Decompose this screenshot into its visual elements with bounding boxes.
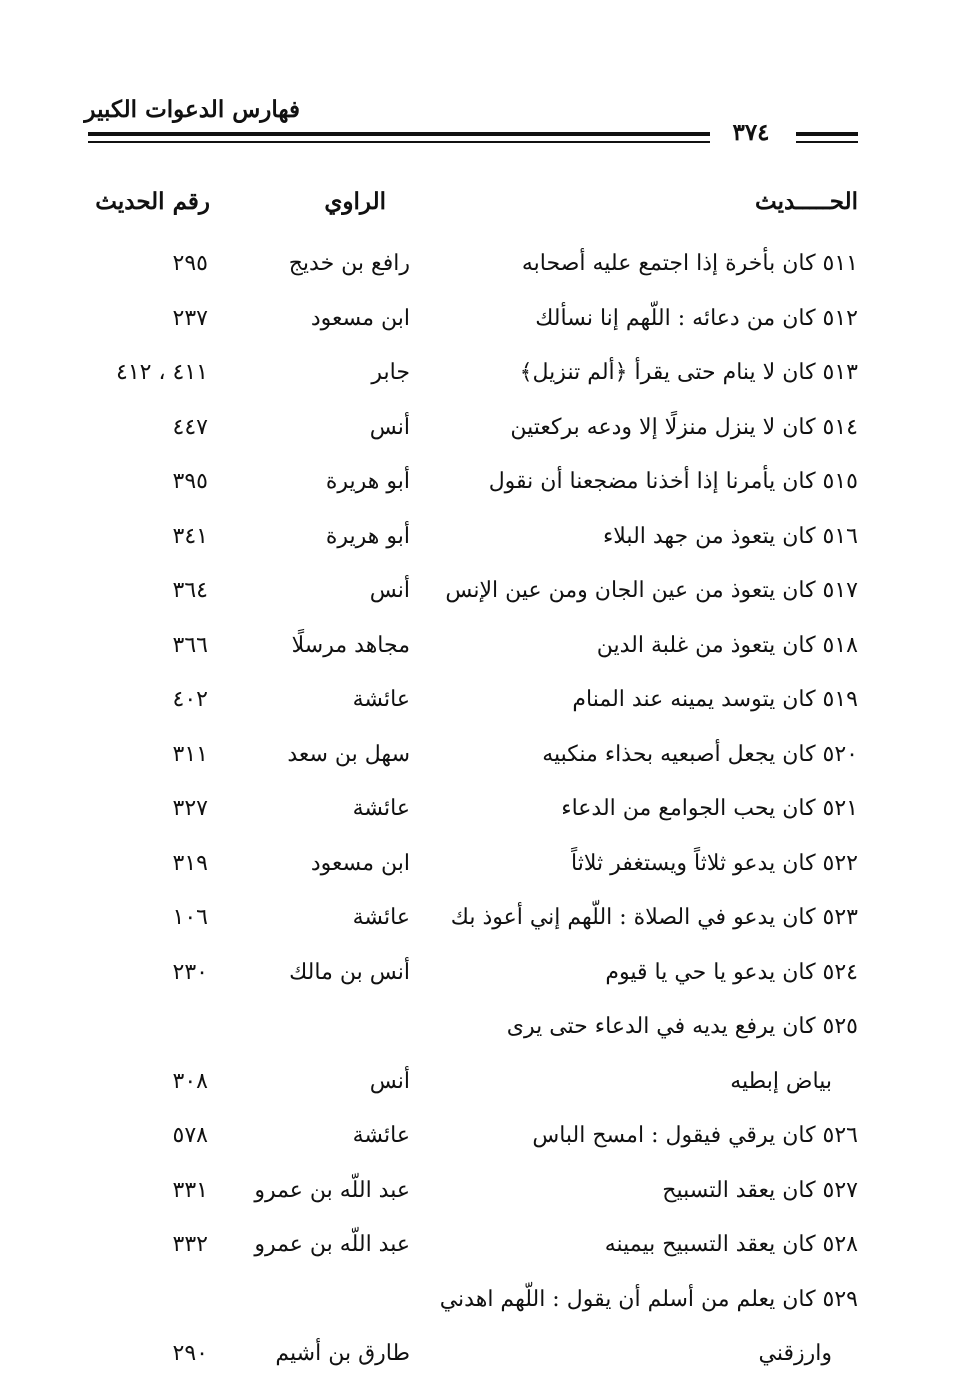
narrator-entry: عبد اللّه بن عمرو [254,1177,410,1203]
hadith-entry: ٥٢٥ كان يرفع يديه في الدعاء حتى يرى [506,1014,858,1039]
hadith-number: ٣٦٦ [172,632,208,658]
hadith-number: ٥٧٨ [172,1123,208,1148]
hadith-entry: ٥٢١ كان يحب الجوامع من الدعاء [561,796,858,821]
hadith-entry: ٥٢٢ كان يدعو ثلاثاً ويستغفر ثلاثاً [571,850,858,876]
hadith-number: ٣١١ [172,741,208,767]
narrator-entry: عائشة [352,905,410,930]
hadith-number: ٣٣١ [172,1177,208,1203]
hadith-entry: ٥٢٩ كان يعلم من أسلم أن يقول : اللّهم اهدني [439,1286,858,1312]
hadith-entry: ٥٢٣ كان يدعو في الصلاة : اللّهم إني أعوذ بك [450,905,858,930]
hadith-number: ٣٦٤ [172,578,208,603]
hadith-entry-continuation: بياض إبطيه [730,1068,832,1094]
narrator-entry: أبو هريرة [325,523,410,549]
header-rule-thick [88,132,710,136]
hadith-entry: ٥١٥ كان يأمرنا إذا أخذنا مضجعنا أن نقول [488,469,858,494]
hadith-entry: ٥١٧ كان يتعوذ من عين الجان ومن عين الإنس [445,578,858,603]
hadith-number: ٣٣٢ [172,1232,208,1257]
hadith-number: ٣١٩ [172,850,208,876]
narrator-entry: أنس بن مالك [289,959,410,985]
hadith-entry: ٥١٣ كان لا ينام حتى يقرأ ﴿ألم تنزيل﴾ [519,360,858,385]
narrator-entry: جابر [371,360,410,385]
narrator-entry: أنس [369,578,410,603]
narrator-entry: أنس [369,414,410,440]
narrator-entry: عائشة [352,687,410,712]
hadith-entry-continuation: وارزقني [758,1341,832,1366]
hadith-number: ١٠٦ [172,905,208,930]
hadith-entry: ٥٢٦ كان يرقي فيقول : امسح الباس [532,1123,858,1148]
narrator-entry: عائشة [352,1123,410,1148]
hadith-entry: ٥١١ كان بأخرة إذا اجتمع عليه أصحابه [521,251,858,276]
column-header-narrator: الراوي [324,188,386,215]
hadith-entry: ٥٢٧ كان يعقد التسبيح [662,1177,858,1203]
hadith-number: ٢٩٥ [172,251,208,276]
header-rule-thin [88,141,710,143]
hadith-number: ٣٠٨ [172,1068,208,1094]
hadith-number: ٣٩٥ [172,469,208,494]
header-rule-right-thin [796,141,858,143]
hadith-number: ٢٣٧ [172,305,208,331]
narrator-entry: أنس [369,1068,410,1094]
hadith-entry: ٥١٨ كان يتعوذ من غلبة الدين [596,632,858,658]
hadith-entry: ٥١٩ كان يتوسد يمينه عند المنام [572,687,858,712]
hadith-number: ٣٢٧ [172,796,208,821]
hadith-entry: ٥١٤ كان لا ينزل منزلًا إلا ودعه بركعتين [510,414,858,440]
hadith-number: ٣٤١ [172,523,208,549]
narrator-entry: عائشة [352,796,410,821]
hadith-number: ٤٤٧ [172,414,208,440]
narrator-entry: ابن مسعود [310,305,410,331]
hadith-entry: ٥٢٨ كان يعقد التسبيح بيمينه [604,1232,858,1257]
narrator-entry: ابن مسعود [310,850,410,876]
column-header-number: رقم الحديث [95,188,210,215]
running-title: فهارس الدعوات الكبير [84,96,300,123]
hadith-number: ٤١١ ، ٤١٢ [116,360,208,385]
header-rule-right-thick [796,132,858,136]
hadith-number: ٢٩٠ [172,1341,208,1366]
hadith-entry: ٥١٢ كان من دعائه : اللّهم إنا نسألك [535,305,858,331]
narrator-entry: مجاهد مرسلًا [291,632,410,658]
hadith-number: ٤٠٢ [172,687,208,712]
narrator-entry: طارق بن أشيم [275,1341,410,1366]
narrator-entry: عبد اللّه بن عمرو [254,1232,410,1257]
column-header-hadith: الحـــــديث [755,188,858,215]
narrator-entry: أبو هريرة [325,469,410,494]
narrator-entry: سهل بن سعد [287,741,410,767]
hadith-entry: ٥٢٤ كان يدعو يا حي يا قيوم [605,959,858,985]
page-number: ٣٧٤ [732,119,770,146]
hadith-number: ٢٣٠ [172,959,208,985]
narrator-entry: رافع بن خديج [288,251,410,276]
hadith-entry: ٥١٦ كان يتعوذ من جهد البلاء [602,523,858,549]
hadith-entry: ٥٢٠ كان يجعل أصبعيه بحذاء منكبيه [542,741,858,767]
